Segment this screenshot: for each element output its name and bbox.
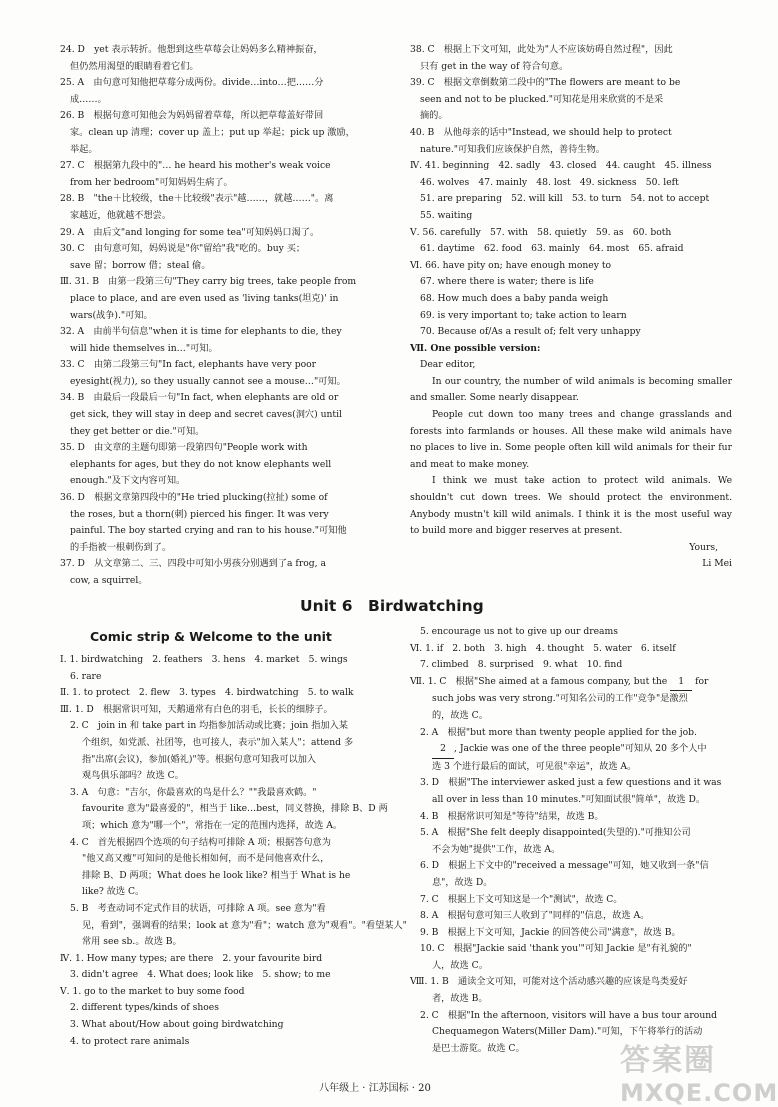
essay-closing: Yours, bbox=[689, 541, 718, 553]
answer-line bbox=[60, 951, 390, 968]
answer-text: "他又高又瘦"可知问的是他长相如何，而不是问他喜欢什么， bbox=[82, 853, 330, 865]
answer-line bbox=[60, 818, 390, 835]
answer-line bbox=[60, 868, 390, 885]
answer-text: 7. climbed 8. surprised 9. what 10. find bbox=[420, 659, 623, 671]
answer-text: 6. rare bbox=[70, 670, 102, 682]
upper-left-column bbox=[60, 42, 382, 590]
answer-text: Ⅴ. 1. go to the market to buy some food bbox=[60, 985, 245, 997]
answer-line bbox=[60, 191, 382, 208]
answer-line bbox=[410, 225, 732, 242]
answer-text: 7. C 根据上下文可知这是一个"测试"，故选 C。 bbox=[420, 893, 623, 905]
answer-text: 61. daytime 62. food 63. mainly 64. most 65. afraid bbox=[420, 243, 684, 255]
section-heading: Comic strip & Welcome to the unit bbox=[90, 629, 332, 644]
essay-version-label: Ⅶ. One possible version: bbox=[410, 342, 541, 354]
answer-line bbox=[60, 901, 390, 918]
blank-number: 2 bbox=[432, 741, 454, 759]
answer-line bbox=[410, 75, 732, 92]
essay-salutation: Dear editor, bbox=[420, 359, 476, 371]
answer-text: 30. C 由句意可知，妈妈说是"你"留给"我"吃的。buy 买； bbox=[60, 243, 306, 255]
answer-text: 51. are preparing 52. will kill 53. to turn 54. not to accept bbox=[420, 193, 710, 205]
answer-line bbox=[410, 624, 732, 641]
answer-line bbox=[410, 142, 732, 159]
answer-line bbox=[60, 308, 382, 325]
answer-list-right bbox=[410, 42, 732, 341]
answer-line bbox=[410, 125, 732, 142]
answer-line bbox=[60, 374, 382, 391]
answer-line bbox=[410, 657, 732, 674]
answer-line bbox=[410, 809, 732, 826]
answer-text: save 留；borrow 借；steal 偷。 bbox=[70, 259, 211, 271]
answer-line bbox=[60, 208, 382, 225]
answer-line bbox=[60, 851, 390, 868]
answer-text: 67. where there is water; there is life bbox=[420, 276, 594, 288]
answer-text: 选 3 个进行最后的面试，可见很"幸运"，故选 A。 bbox=[432, 760, 637, 772]
answer-text: 36. D 根据文章第四段中的"He tried plucking(拉扯) some of bbox=[60, 492, 328, 504]
answer-line bbox=[60, 685, 390, 702]
answer-text: cow, a squirrel。 bbox=[70, 575, 148, 586]
answer-text: 8. A 根据句意可知三人收到了"同样的"信息，故选 A。 bbox=[420, 910, 650, 922]
answer-text: place to place, and are even used as 'living tanks(坦克)' in bbox=[70, 292, 339, 304]
answer-text: 是巴士游览。故选 C。 bbox=[432, 1042, 525, 1054]
answer-text: 32. A 由前半句信息"when it is time for elephants to die, they bbox=[60, 326, 342, 338]
answer-line bbox=[410, 941, 732, 958]
answer-line bbox=[60, 390, 382, 407]
answer-text: Ⅶ. 1. C 根据"She aimed at a famous company, but the bbox=[410, 675, 671, 687]
answer-line bbox=[60, 884, 390, 901]
answer-line bbox=[410, 324, 732, 341]
answer-text: they get better or die."可知。 bbox=[70, 425, 205, 437]
answer-text: 的，故选 C。 bbox=[432, 709, 488, 721]
answer-line bbox=[60, 125, 382, 142]
answer-line bbox=[410, 908, 732, 925]
essay-paragraph-2: People cut down too many trees and change grasslands and forests into farmlands or houses. All these make wild animals have no places to live in. Some people often kill wild animals for their fur and meat to make money. bbox=[410, 409, 732, 470]
answer-line bbox=[410, 291, 732, 308]
answer-text: 但仍然用渴望的眼睛看着它们。 bbox=[70, 60, 199, 72]
answer-text: 34. B 由最后一段最后一句"In fact, when elephants are old or bbox=[60, 392, 339, 404]
answer-text: 摘的。 bbox=[420, 110, 448, 122]
answer-line bbox=[410, 258, 732, 275]
answer-text: 不会为她"提供"工作，故选 A。 bbox=[432, 843, 561, 855]
answer-text: 2. different types/kinds of shoes bbox=[70, 1002, 219, 1014]
answer-line bbox=[60, 702, 390, 719]
answer-text: 只有 get in the way of 符合句意。 bbox=[420, 60, 569, 72]
answer-text: 人，故选 C。 bbox=[432, 959, 488, 971]
essay-paragraph-3: I think we must take action to protect wild animals. We shouldn't cut down trees. We should protect the environment. Anybody mustn't kill wild animals. I think it is the most useful way to build more and bigger reserves at present. bbox=[410, 475, 732, 537]
answer-text: 40. B 从他母亲的话中"Instead, we should help to protect bbox=[410, 126, 672, 138]
answer-line bbox=[60, 440, 382, 457]
answer-line bbox=[410, 241, 732, 258]
answer-text: 2. C 根据"In the afternoon, visitors will have a bus tour around bbox=[420, 1009, 718, 1021]
answer-line bbox=[60, 556, 382, 573]
answer-text: 家。clean up 清理；cover up 盖上；put up 举起；pick up 激励， bbox=[70, 126, 355, 138]
answer-line bbox=[410, 158, 732, 175]
watermark-url: MXQE.COM bbox=[620, 1079, 778, 1107]
answer-line bbox=[410, 42, 732, 59]
answer-text: 38. C 根据上下文可知，此处为"人不应该妨碍自然过程"，因此 bbox=[410, 44, 673, 55]
answer-text: 息"，故选 D。 bbox=[432, 876, 493, 888]
answer-line bbox=[410, 892, 732, 909]
answer-line bbox=[410, 108, 732, 125]
answer-line bbox=[410, 958, 732, 975]
answer-line bbox=[60, 1000, 390, 1017]
answer-line bbox=[60, 291, 382, 308]
answer-line bbox=[60, 652, 390, 669]
answer-text: 35. D 由文章的主题句即第一段第四句"People work with bbox=[60, 442, 308, 454]
answer-line bbox=[60, 507, 382, 524]
answer-text: 33. C 由第二段第三句"In fact, elephants have very poor bbox=[60, 359, 317, 371]
answer-text: will hide themselves in…"可知。 bbox=[70, 342, 218, 354]
answer-line bbox=[410, 708, 732, 725]
answer-text: 观鸟俱乐部吗？故选 C。 bbox=[82, 770, 184, 782]
answer-line bbox=[410, 775, 732, 792]
answer-text: elephants for ages, but they do not know elephants well bbox=[70, 458, 332, 470]
answer-text: 的手指被一根刺伤到了。 bbox=[70, 541, 172, 553]
answer-line bbox=[60, 934, 390, 951]
answer-text: 举起。 bbox=[70, 143, 98, 155]
answer-text: 4. C 首先根据四个选项的句子结构可排除 A 项；根据答句意为 bbox=[70, 836, 331, 848]
answer-text-after-blank: for bbox=[692, 675, 709, 687]
answer-line bbox=[60, 75, 382, 92]
essay-signature: Li Mei bbox=[702, 558, 732, 570]
answer-line bbox=[410, 691, 732, 708]
answer-line bbox=[410, 875, 732, 892]
answer-line bbox=[410, 741, 732, 759]
answer-text: 69. is very important to; take action to learn bbox=[420, 309, 627, 321]
answer-line bbox=[60, 718, 390, 735]
answer-line bbox=[60, 523, 382, 540]
answer-line bbox=[60, 158, 382, 175]
answer-text: 5. A 根据"She felt deeply disappointed(失望的)."可推知公司 bbox=[420, 827, 691, 839]
answer-text: 排除 B、D 两项；What does he look like? 相当于 What is he bbox=[82, 869, 351, 881]
answer-line bbox=[410, 974, 732, 991]
answer-line bbox=[60, 785, 390, 802]
answer-text: 家越近，他就越不想尝。 bbox=[70, 209, 172, 221]
answer-line bbox=[60, 984, 390, 1001]
answer-line bbox=[60, 540, 382, 557]
answer-text: 项；which 意为"哪一个"，常指在一定的范围内选择，故选 A。 bbox=[82, 819, 343, 831]
answer-line bbox=[410, 725, 732, 742]
answer-text: like? 故选 C。 bbox=[82, 886, 145, 898]
watermark-text: 答案圈 bbox=[620, 1043, 716, 1078]
essay-paragraph-1: In our country, the number of wild animals is becoming smaller and smaller. Some nearly disappear. bbox=[410, 375, 732, 404]
answer-text: nature."可知我们应该保护自然，善待生物。 bbox=[420, 143, 605, 155]
answer-line bbox=[60, 225, 382, 242]
page-footer: 八年级上 · 江苏国标 · 20 bbox=[319, 1083, 431, 1094]
answer-text: the roses, but a thorn(刺) pierced his finger. It was very bbox=[70, 508, 329, 520]
answer-text: Ⅱ. 1. to protect 2. flew 3. types 4. birdwatching 5. to walk bbox=[60, 687, 354, 699]
answer-line bbox=[410, 925, 732, 942]
answer-line bbox=[410, 191, 732, 208]
answer-line bbox=[60, 324, 382, 341]
answer-text: 10. C 根据"Jackie said 'thank you'"可知 Jackie 是"有礼貌的" bbox=[420, 943, 692, 955]
answer-text: 70. Because of/As a result of; felt very unhappy bbox=[420, 326, 641, 338]
answer-text: 24. D yet 表示转折。他想到这些草莓会让妈妈多么精神振奋， bbox=[60, 44, 323, 55]
answer-text: 4. to protect rare animals bbox=[70, 1035, 190, 1047]
answer-text: Ⅷ. 1. B 通读全文可知，可能对这个活动感兴趣的应该是鸟类爱好 bbox=[410, 976, 688, 988]
answer-text: Ⅵ. 66. have pity on; have enough money to bbox=[410, 259, 612, 271]
answer-text: 3. didn't agree 4. What does; look like 5. show; to me bbox=[70, 969, 331, 981]
answer-text: 29. A 由后文"and longing for some tea"可知妈妈口渴了。 bbox=[60, 226, 320, 238]
answer-line bbox=[60, 473, 382, 490]
answer-line bbox=[60, 241, 382, 258]
answer-line bbox=[60, 59, 382, 76]
answer-line bbox=[410, 858, 732, 875]
answer-text: 者，故选 B。 bbox=[432, 993, 488, 1005]
answer-line bbox=[60, 967, 390, 984]
answer-text: from her bedroom"可知妈妈生病了。 bbox=[70, 176, 233, 188]
answer-text: Ⅲ. 31. B 由第一段第三句"They carry big trees, take people from bbox=[60, 276, 357, 288]
answer-line bbox=[60, 918, 407, 935]
watermark-logo bbox=[620, 1035, 778, 1107]
answer-line bbox=[60, 407, 382, 424]
answer-line bbox=[60, 258, 382, 275]
answer-line bbox=[410, 1008, 732, 1025]
answer-text: 39. C 根据文章倒数第二段中的"The flowers are meant to be bbox=[410, 77, 681, 89]
answer-line bbox=[60, 142, 382, 159]
answer-line bbox=[410, 274, 732, 291]
answer-line bbox=[410, 825, 732, 842]
answer-line bbox=[60, 1034, 390, 1051]
answer-text: 5. B 考查动词不定式作目的状语，可排除 A 项。see 意为"看 bbox=[70, 902, 326, 914]
answer-line bbox=[410, 175, 732, 192]
answer-line bbox=[60, 42, 382, 59]
answer-text: 成……。 bbox=[70, 93, 107, 105]
answer-text: 4. B 根据常识可知是"等待"结果，故选 B。 bbox=[420, 810, 604, 822]
answer-text: 68. How much does a baby panda weigh bbox=[420, 292, 609, 304]
answer-line bbox=[410, 674, 732, 692]
answer-text: 9. B 根据上下文可知，Jackie 的回答使公司"满意"，故选 B。 bbox=[420, 926, 681, 938]
answer-text: Ⅲ. 1. D 根据常识可知，天鹅通常有白色的羽毛，长长的细脖子。 bbox=[60, 703, 333, 715]
answer-text: Ⅳ. 41. beginning 42. sadly 43. closed 44. caught 45. illness bbox=[410, 160, 712, 172]
answer-line bbox=[60, 801, 390, 818]
answer-line bbox=[60, 108, 382, 125]
answer-text: wars(战争)."可知。 bbox=[70, 309, 153, 321]
answer-text: 6. D 根据上下文中的"received a message"可知，她又收到一条"信 bbox=[420, 860, 709, 872]
answer-line bbox=[410, 92, 732, 109]
answer-line bbox=[410, 792, 732, 809]
answer-line bbox=[60, 490, 382, 507]
lower-left-column bbox=[60, 628, 407, 1050]
answer-line bbox=[60, 457, 382, 474]
answer-line bbox=[410, 991, 732, 1008]
answer-line bbox=[60, 735, 390, 752]
answer-text: seen and not to be plucked."可知花是用来欣赏的不是采 bbox=[420, 93, 664, 105]
upper-right-column bbox=[410, 42, 732, 573]
lower-right-column bbox=[410, 624, 732, 1057]
answer-line bbox=[60, 573, 382, 590]
answer-text: 28. B "the＋比较级，the＋比较级"表示"越……，就越……"。离 bbox=[60, 193, 334, 205]
answer-line bbox=[410, 208, 732, 225]
answer-text: Ⅴ. 56. carefully 57. with 58. quietly 59. as 60. both bbox=[410, 226, 672, 238]
answer-list-lower-left bbox=[60, 652, 407, 1050]
answer-text: 常用 see sb.。故选 B。 bbox=[82, 936, 182, 948]
answer-text: Ⅵ. 1. if 2. both 3. high 4. thought 5. water 6. itself bbox=[410, 642, 676, 654]
answer-line bbox=[60, 357, 382, 374]
answer-text: 2. A 根据"but more than twenty people applied for the job. bbox=[420, 726, 697, 738]
answer-line bbox=[60, 424, 382, 441]
answer-line bbox=[410, 842, 732, 859]
answer-text-after-blank: , Jackie was one of the three people"可知从 20 多个人中 bbox=[454, 743, 707, 755]
answer-line bbox=[60, 274, 382, 291]
answer-text: 见，看到"，强调看的结果；look at 意为"看"；watch 意为"观看"。"看望某人" bbox=[82, 919, 407, 931]
answer-text: 25. A 由句意可知他把草莓分成两份。divide…into…把……分 bbox=[60, 77, 324, 89]
answer-line bbox=[60, 341, 382, 358]
answer-line bbox=[60, 752, 390, 769]
answer-text: get sick, they will stay in deep and secret caves(洞穴) until bbox=[70, 409, 342, 421]
answer-text: Chequamegon Waters(Miller Dam)."可知，下午将举行的活动 bbox=[432, 1026, 703, 1038]
answer-line bbox=[60, 669, 390, 686]
answer-text: 2. C join in 和 take part in 均指参加活动或比赛；join 指加入某 bbox=[70, 720, 348, 732]
answer-text: painful. The boy started crying and ran to his house."可知他 bbox=[70, 525, 347, 537]
unit-title: Unit 6 Birdwatching bbox=[300, 597, 484, 615]
answer-line bbox=[60, 175, 382, 192]
answer-line bbox=[410, 641, 732, 658]
answer-text: 5. encourage us not to give up our dreams bbox=[420, 626, 618, 637]
answer-text: such jobs was very strong."可知名公司的工作"竞争"是激烈 bbox=[432, 693, 688, 705]
answer-text: 46. wolves 47. mainly 48. lost 49. sickness 50. left bbox=[420, 176, 679, 188]
answer-text: 3. A 句意："吉尔，你最喜欢的鸟是什么？""我最喜欢鹤。" bbox=[70, 786, 317, 798]
answer-line bbox=[60, 835, 390, 852]
blank-number: 1 bbox=[670, 674, 692, 692]
answer-line bbox=[410, 308, 732, 325]
answer-text: 个组织，如党派、社团等，也可接人，表示"加入某人"；attend 多 bbox=[82, 736, 354, 748]
answer-line bbox=[60, 92, 382, 109]
answer-line bbox=[60, 1017, 390, 1034]
answer-text: favourite 意为"最喜爱的"，相当于 like…best，同义替换，排除 B、D 两 bbox=[82, 803, 388, 815]
answer-text: all over in less than 10 minutes."可知面试很"简单"，故选 D。 bbox=[432, 793, 706, 805]
answer-line bbox=[410, 59, 732, 76]
answer-text: 指"出席(会议)，参加(婚礼)"等。根据句意可知我可以加入 bbox=[82, 753, 317, 765]
answer-text: 37. D 从文章第二、三、四段中可知小男孩分别遇到了a frog, a bbox=[60, 558, 326, 570]
answer-line bbox=[60, 768, 390, 785]
answer-text: Ⅳ. 1. How many types; are there 2. your favourite bird bbox=[60, 952, 323, 964]
answer-line bbox=[410, 759, 732, 776]
answer-text: 55. waiting bbox=[420, 209, 473, 221]
answer-text: 27. C 根据第九段中的"… he heard his mother's weak voice bbox=[60, 160, 331, 172]
answer-text: enough."及下文内容可知。 bbox=[70, 475, 186, 487]
answer-text: 3. What about/How about going birdwatching bbox=[70, 1019, 284, 1031]
answer-text: 26. B 根据句意可知他会为妈妈留着草莓，所以把草莓盖好带回 bbox=[60, 110, 324, 122]
answer-text: eyesight(视力), so they usually cannot see a mouse…"可知。 bbox=[70, 375, 346, 387]
answer-text: 3. D 根据"The interviewer asked just a few questions and it was bbox=[420, 777, 722, 789]
answer-text: Ⅰ. 1. birdwatching 2. feathers 3. hens 4. market 5. wings bbox=[60, 654, 348, 665]
